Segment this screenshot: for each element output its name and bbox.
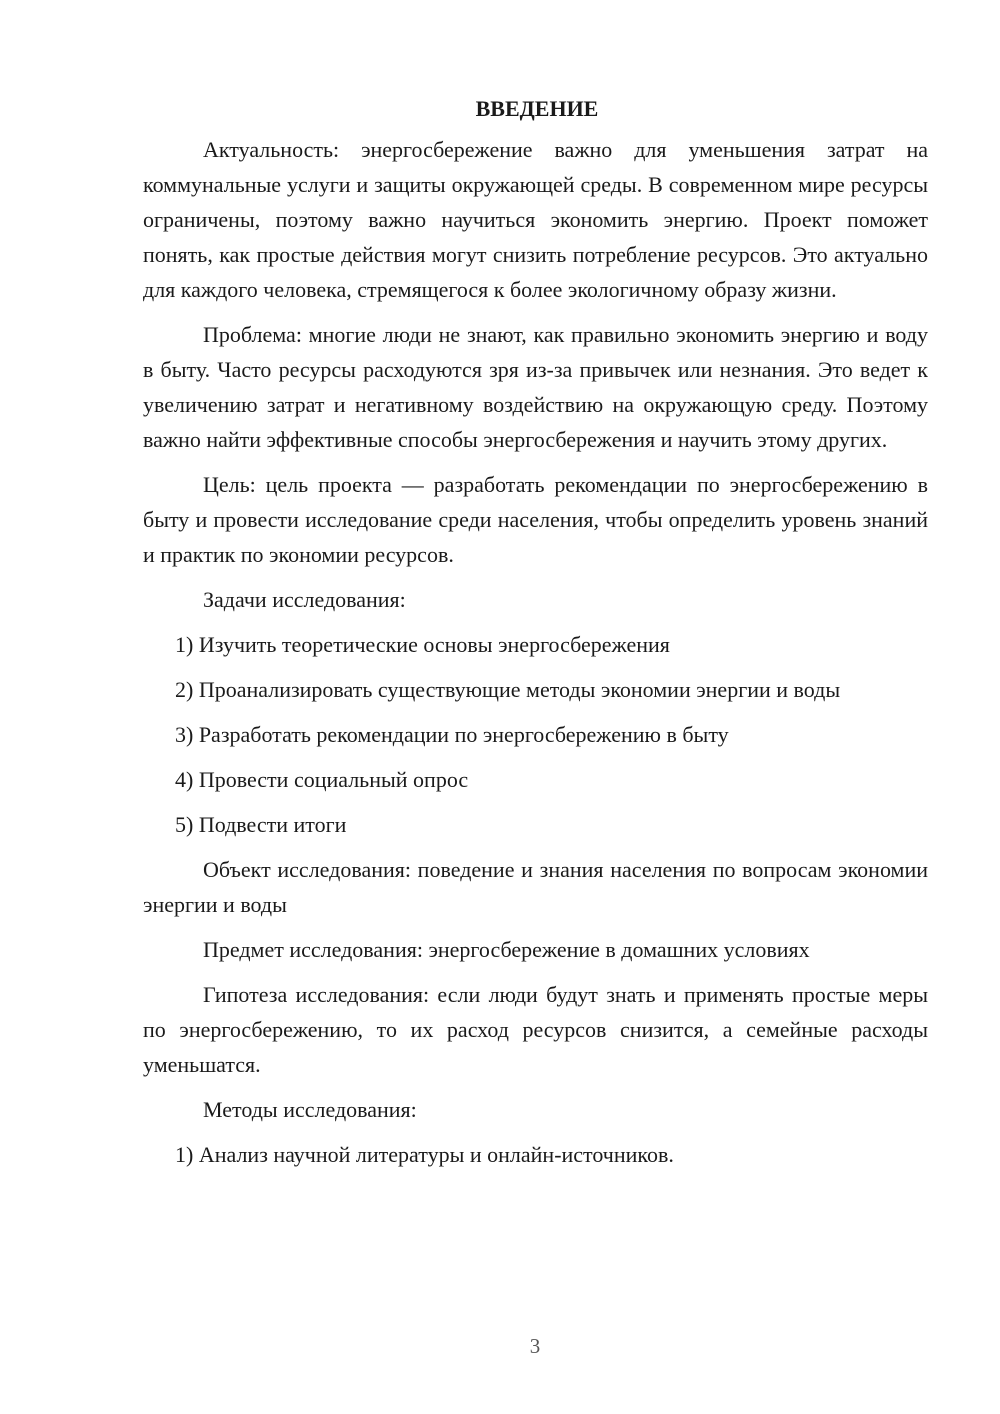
- object-paragraph: Объект исследования: поведение и знания населения по вопросам экономии энергии и воды: [143, 857, 928, 917]
- page-number: 3: [529, 1334, 541, 1358]
- subject-paragraph: Предмет исследования: энергосбережение в домашних условиях: [203, 937, 810, 962]
- hypothesis-paragraph: Гипотеза исследования: если люди будут знать и применять простые меры по энергосбережению, то их расход ресурсов снизится, а семейные расходы уменьшатся.: [143, 982, 928, 1077]
- task-item: 2) Проанализировать существующие методы экономии энергии и воды: [175, 677, 841, 702]
- task-item: 5) Подвести итоги: [175, 812, 347, 837]
- methods-heading: Методы исследования:: [203, 1097, 417, 1122]
- problem-paragraph: Проблема: многие люди не знают, как правильно экономить энергию и воду в быту. Часто ресурсы расходуются зря из-за привычек или незнания. Это ведет к увеличению затрат и негативному воздействию на окружающую среду. Поэтому важно найти эффективные способы энергосбережения и научить этому других.: [143, 322, 928, 452]
- tasks-heading: Задачи исследования:: [203, 587, 406, 612]
- actuality-paragraph: Актуальность: энергосбережение важно для уменьшения затрат на коммунальные услуги и защиты окружающей среды. В современном мире ресурсы ограничены, поэтому важно научиться экономить энергию. Проект поможет понять, как простые действия могут снизить потребление ресурсов. Это актуально для каждого человека, стремящегося к более экологичному образу жизни.: [143, 137, 928, 302]
- task-item: 3) Разработать рекомендации по энергосбережению в быту: [175, 722, 729, 747]
- method-item: 1) Анализ научной литературы и онлайн-источников.: [175, 1142, 674, 1167]
- text-column: [143, 94, 928, 1172]
- page-title: ВВЕДЕНИЕ: [475, 96, 599, 121]
- goal-paragraph: Цель: цель проекта — разработать рекомендации по энергосбережению в быту и провести исследование среди населения, чтобы определить уровень знаний и практик по экономии ресурсов.: [143, 472, 928, 567]
- task-item: 1) Изучить теоретические основы энергосбережения: [175, 632, 670, 657]
- task-item: 4) Провести социальный опрос: [175, 767, 469, 792]
